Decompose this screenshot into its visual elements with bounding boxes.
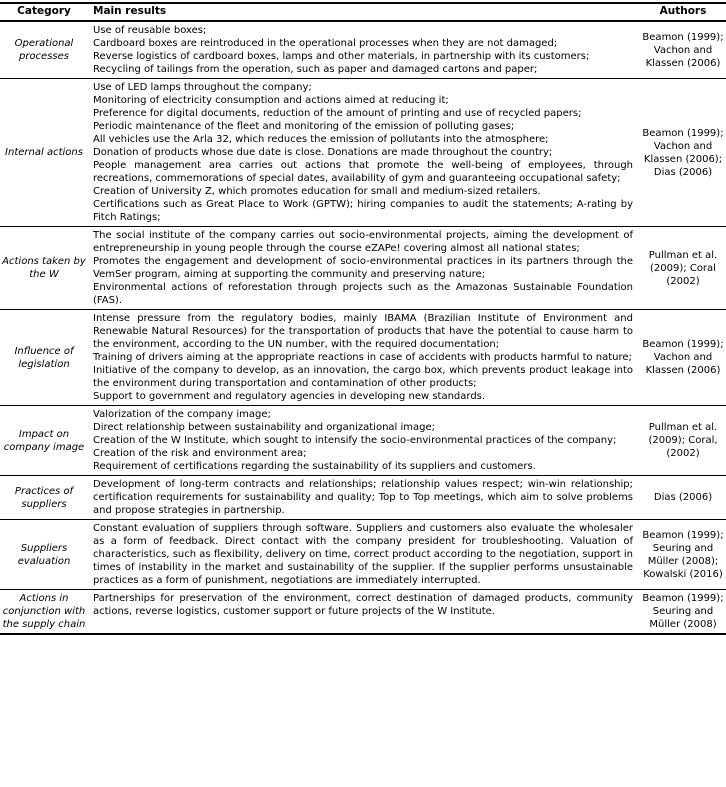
result-item: Creation of University Z, which promotes education for small and medium-sized retailers. [93, 186, 541, 197]
authors-label: Beamon (1999); Vachon and Klassen (2006) [642, 339, 724, 376]
authors-cell [640, 227, 726, 310]
result-item: Requirement of certifications regarding the sustainability of its suppliers and customers. [93, 461, 536, 472]
category-cell [0, 476, 88, 520]
table-row [0, 520, 726, 590]
result-item: Cardboard boxes are reintroduced in the operational processes when they are not damaged; [93, 38, 558, 49]
authors-cell [640, 21, 726, 79]
results-table [0, 2, 726, 635]
main-results-cell [88, 406, 640, 476]
main-results-cell [88, 79, 640, 227]
main-results-cell [88, 476, 640, 520]
result-item: Direct relationship between sustainability and organizational image; [93, 422, 436, 433]
category-label: Influence of legislation [14, 345, 74, 370]
main-results-cell [88, 590, 640, 635]
authors-label: Beamon (1999); Vachon and Klassen (2006) [642, 31, 724, 69]
authors-cell [640, 590, 726, 635]
result-item: Periodic maintenance of the fleet and monitoring of the emission of polluting gases; [93, 121, 515, 132]
authors-cell [640, 520, 726, 590]
category-label: Practices of suppliers [14, 485, 74, 510]
category-label: Operational processes [14, 38, 74, 62]
main-results-cell [88, 310, 640, 406]
authors-cell [640, 476, 726, 520]
result-item: Promotes the engagement and development of socio-environmental practices in its partners through the VemSer program, aiming at supporting the community and preserving nature; [93, 256, 633, 280]
category-label: Suppliers evaluation [17, 542, 71, 567]
table-row [0, 79, 726, 227]
table-body [0, 21, 726, 634]
category-label: Actions taken by the W [2, 256, 86, 280]
result-item: Use of LED lamps throughout the company; [93, 82, 312, 93]
result-item: Creation of the risk and environment area; [93, 448, 307, 459]
result-item: Training of drivers aiming at the appropriate reactions in case of accidents with products harmful to nature; [93, 352, 632, 363]
result-item: The social institute of the company carries out socio-environmental projects, aiming the development of entrepreneurship in young people through the course eZAPe! covering almost all national states; [93, 230, 633, 254]
result-item: Partnerships for preservation of the environment, correct destination of damaged products, community actions, reverse logistics, customer support or future projects of the W Institute. [93, 593, 633, 617]
result-item: Intense pressure from the regulatory bodies, mainly IBAMA (Brazilian Institute of Environment and Renewable Natural Resources) for the transportation of products that have the potential to cause harm to the environment, according to the UN number, with the required documentation; [93, 313, 633, 350]
result-item: All vehicles use the Arla 32, which reduces the emission of pollutants into the atmosphere; [93, 134, 549, 145]
category-cell [0, 406, 88, 476]
category-label: Impact on company image [3, 428, 85, 453]
result-item: Initiative of the company to develop, as an innovation, the cargo box, which prevents product leakage into the environment during transportation and contamination of other products; [93, 365, 633, 389]
authors-label: Pullman et al. (2009); Coral, (2002) [648, 422, 718, 459]
table-row [0, 406, 726, 476]
result-item: Creation of the W Institute, which sought to intensify the socio-environmental practices of the company; [93, 435, 617, 446]
result-item: Recycling of tailings from the operation, such as paper and damaged cartons and paper; [93, 64, 538, 75]
result-item: Development of long-term contracts and relationships; relationship values respect; win-win relationship; certification requirements for sustainability and quality; Top to Top meetings, which aim to solve problems and propose strategies in partnership. [93, 479, 633, 516]
result-item: Valorization of the company image; [93, 409, 271, 420]
result-item: Constant evaluation of suppliers through software. Suppliers and customers also evaluate the wholesaler as a form of feedback. Direct contact with the company president for troubleshooting. Valuation of characteristics, such as flexibility, delivery on time, correct product according to the negotiation, support in times of instability in the market and sustainability of the supplier. If the supplier performs unsustainable practices as a form of punishment, negotiations are immediately interrupted. [93, 523, 633, 586]
category-cell [0, 227, 88, 310]
result-item: People management area carries out actions that promote the well-being of employees, through recreations, commemorations of special dates, availability of gym and guaranteeing occupational safety; [93, 160, 633, 184]
category-label: Actions in conjunction with the supply chain [2, 593, 86, 630]
main-results-cell [88, 21, 640, 79]
table-row [0, 310, 726, 406]
table-row [0, 227, 726, 310]
main-results-cell [88, 227, 640, 310]
header-category: Category [0, 3, 88, 21]
category-cell [0, 79, 88, 227]
result-item: Monitoring of electricity consumption and actions aimed at reducing it; [93, 95, 449, 106]
result-item: Reverse logistics of cardboard boxes, lamps and other materials, in partnership with its customers; [93, 51, 590, 62]
table-row [0, 590, 726, 635]
main-results-cell [88, 520, 640, 590]
result-item: Donation of products whose due date is close. Donations are made throughout the country; [93, 147, 553, 158]
category-label: Internal actions [5, 147, 83, 158]
table-row [0, 21, 726, 79]
authors-cell [640, 310, 726, 406]
result-item: Preference for digital documents, reduction of the amount of printing and use of recycled papers; [93, 108, 582, 119]
header-authors: Authors [640, 3, 726, 21]
result-item: Support to government and regulatory agencies in developing new standards. [93, 391, 486, 402]
category-cell [0, 590, 88, 635]
category-cell [0, 520, 88, 590]
authors-label: Beamon (1999); Seuring and Müller (2008) [642, 593, 724, 630]
authors-label: Beamon (1999); Seuring and Müller (2008); Kowalski (2016) [642, 529, 724, 580]
authors-label: Pullman et al. (2009); Coral (2002) [648, 249, 718, 287]
authors-cell [640, 406, 726, 476]
header-main-results: Main results [88, 3, 640, 21]
category-cell [0, 310, 88, 406]
authors-label: Dias (2006) [653, 492, 713, 503]
table-row [0, 476, 726, 520]
result-item: Certifications such as Great Place to Work (GPTW); hiring companies to audit the statements; A-rating by Fitch Ratings; [93, 199, 633, 223]
authors-cell [640, 79, 726, 227]
header-row [0, 3, 726, 21]
result-item: Environmental actions of reforestation through projects such as the Amazonas Sustainable Foundation (FAS). [93, 282, 633, 306]
result-item: Use of reusable boxes; [93, 25, 207, 36]
authors-label: Beamon (1999); Vachon and Klassen (2006); Dias (2006) [642, 127, 724, 178]
category-cell [0, 21, 88, 79]
